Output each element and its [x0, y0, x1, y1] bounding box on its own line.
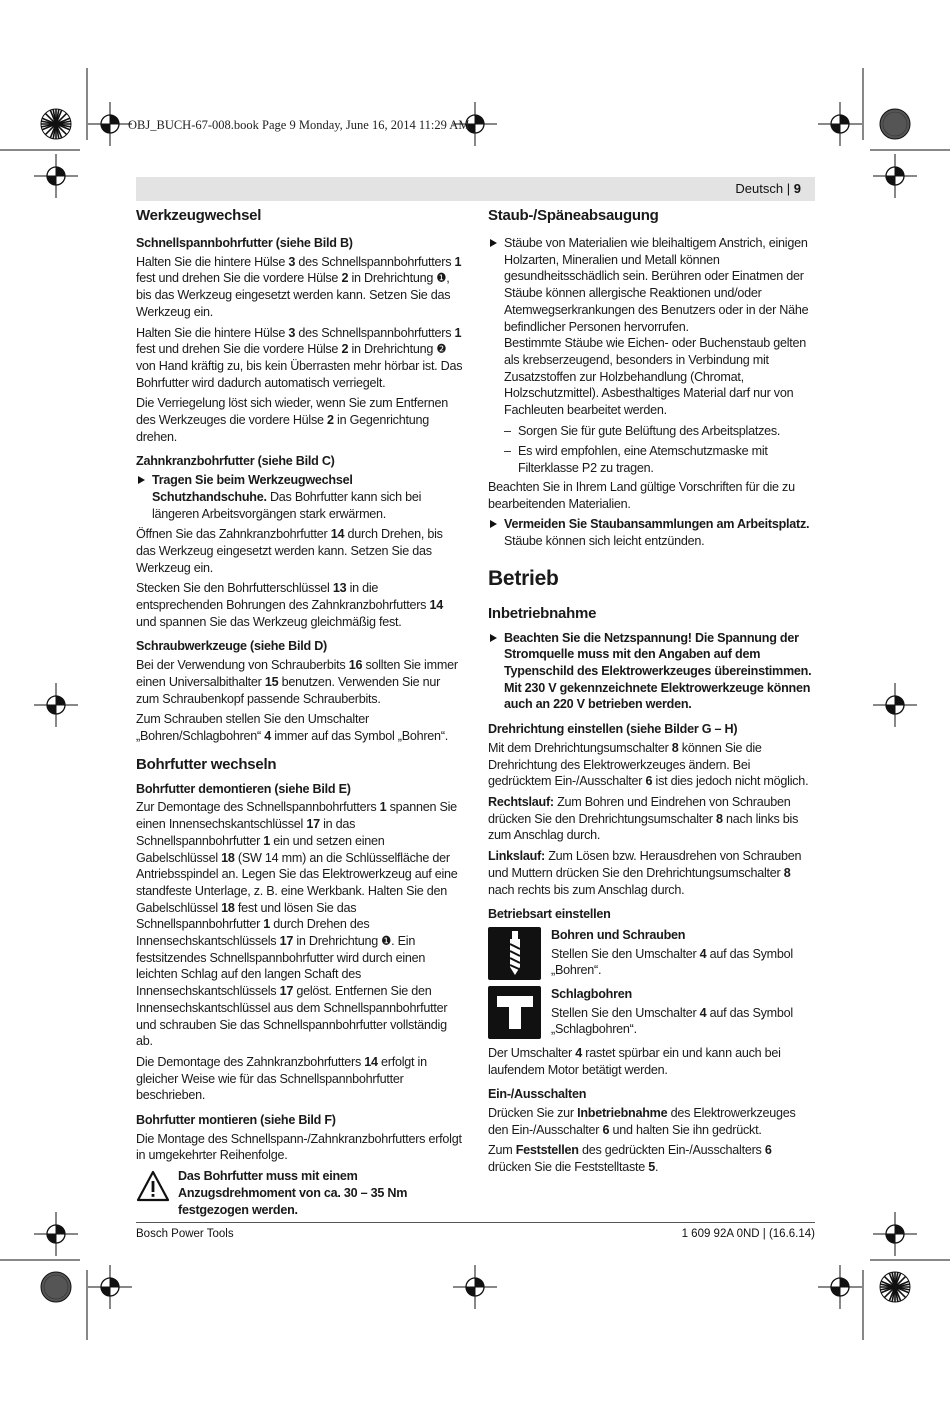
heading-bohrfutter-wechseln: Bohrfutter wechseln — [136, 755, 277, 773]
header-page-number: 9 — [793, 181, 801, 196]
drill-bit-icon — [488, 927, 541, 980]
heading-schraubwerkzeuge: Schraubwerkzeuge (siehe Bild D) — [136, 639, 328, 654]
paragraph: Die Verriegelung löst sich wieder, wenn Sie zum Entfernen des Werkzeuges die vordere Hülse 2 in Gegenrichtung drehen. — [136, 396, 448, 444]
page-header-bar — [136, 177, 815, 201]
print-slug: OBJ_BUCH-67-008.book Page 9 Monday, June 16, 2014 11:29 AM — [128, 118, 470, 132]
header-language: Deutsch — [735, 181, 784, 196]
paragraph: Zum Feststellen des gedrückten Ein-/Ausschalters 6 drücken Sie die Feststelltaste 5. — [488, 1143, 772, 1175]
heading-zahnkranzbohrfutter: Zahnkranzbohrfutter (siehe Bild C) — [136, 454, 335, 469]
mode-bohren — [488, 927, 816, 980]
mode-title: Bohren und Schrauben — [551, 927, 686, 942]
warning-triangle-icon — [136, 1170, 170, 1202]
bullet-item: Tragen Sie beim Werkzeugwechsel Schutzhandschuhe. Das Bohrfutter kann sich bei längeren Arbeitsvorgängen stark erwärmen. — [136, 472, 464, 522]
bullet-continuation: Bestimmte Stäube wie Eichen- oder Buchenstaub gelten als krebserzeugend, besonders in Verbindung mit Zusatzstoffen zur Holzbehandlung (Chromat, Holzschutzmittel). Asbesthaltiges Material darf nur von Fachleuten bearbeitet werden. — [504, 336, 807, 418]
right-column — [488, 206, 816, 1180]
header-separator: | — [786, 181, 791, 196]
dash-item: – Es wird empfohlen, eine Atemschutzmaske mit Filterklasse P2 zu tragen. — [488, 443, 816, 476]
bullet-item: Vermeiden Sie Staubansammlungen am Arbeitsplatz. Stäube können sich leicht entzünden. — [488, 516, 816, 549]
paragraph: Drücken Sie zur Inbetriebnahme des Elektrowerkzeuges den Ein-/Ausschalter 6 und halten Sie ihn gedrückt. — [488, 1106, 796, 1137]
paragraph: Halten Sie die hintere Hülse 3 des Schnellspannbohrfutters 1 fest und drehen Sie die vordere Hülse 2 in Drehrichtung ❷ von Hand kräftig zu, bis kein Überrasten mehr hörbar ist. Das Bohrfutter wird dadurch automatisch verriegelt. — [136, 325, 463, 390]
footer-doc-number: 1 609 92A 0ND | (16.6.14) — [681, 1228, 815, 1240]
left-column — [136, 206, 464, 1218]
bullet-item: Stäube von Materialien wie bleihaltigem Anstrich, einigen Holzarten, Mineralien und Metall können gesundheitsschädlich sein. Berühren oder Einatmen der Stäube können allergische Reaktionen und/oder Atemwegserkrankungen des Benutzers oder in der Nähe befindlicher Personen hervorrufen. — [488, 235, 816, 335]
warning-text: Das Bohrfutter muss mit einem Anzugsdrehmoment von ca. 30 – 35 Nm festgezogen werden. — [178, 1169, 408, 1217]
mode-text: Stellen Sie den Umschalter 4 auf das Symbol „Schlagbohren“. — [551, 1005, 793, 1037]
heading-ein-ausschalten: Ein-/Ausschalten — [488, 1087, 587, 1102]
paragraph: Die Demontage des Zahnkranzbohrfutters 14 erfolgt in gleicher Weise wie für das Schnellspannbohrfutter beschrieben. — [136, 1054, 427, 1103]
heading-inbetriebnahme: Inbetriebnahme — [488, 604, 597, 622]
heading-werkzeugwechsel: Werkzeugwechsel — [136, 207, 262, 224]
mode-description — [551, 986, 816, 1038]
heading-drehrichtung: Drehrichtung einstellen (siehe Bilder G – H) — [488, 722, 738, 737]
heading-schnellspannbohrfutter: Schnellspannbohrfutter (siehe Bild B) — [136, 236, 353, 250]
mode-title: Schlagbohren — [551, 986, 632, 1001]
heading-bohrfutter-demontieren: Bohrfutter demontieren (siehe Bild E) — [136, 781, 351, 796]
paragraph: Öffnen Sie das Zahnkranzbohrfutter 14 durch Drehen, bis das Werkzeug eingesetzt werden kann. Setzen Sie das Werkzeug ein. — [136, 527, 443, 575]
paragraph: Linkslauf: Zum Lösen bzw. Herausdrehen von Schrauben und Muttern drücken Sie den Drehrichtungsumschalter 8 nach rechts bis zum Anschlag durch. — [488, 849, 802, 897]
dash-item: – Sorgen Sie für gute Belüftung des Arbeitsplatzes. — [488, 423, 816, 440]
page-header-label — [735, 181, 801, 196]
paragraph: Der Umschalter 4 rastet spürbar ein und kann auch bei laufendem Motor betätigt werden. — [488, 1045, 781, 1077]
paragraph: Stecken Sie den Bohrfutterschlüssel 13 in die entsprechenden Bohrungen des Zahnkranzbohrfutters 14 und spannen Sie das Werkzeug gleichmäßig fest. — [136, 581, 443, 629]
hammer-drill-icon — [488, 986, 541, 1039]
paragraph: Die Montage des Schnellspann-/Zahnkranzbohrfutters erfolgt in umgekehrter Reihenfolge. — [136, 1131, 462, 1163]
paragraph: Halten Sie die hintere Hülse 3 des Schnellspannbohrfutters 1 fest und drehen Sie die vordere Hülse 2 in Drehrichtung ❶, bis das Werkzeug eingesetzt werden kann. Setzen Sie das Werkzeug ein. — [136, 254, 462, 319]
paragraph: Beachten Sie in Ihrem Land gültige Vorschriften für die zu bearbeitenden Materialien. — [488, 479, 795, 511]
heading-betrieb: Betrieb — [488, 566, 559, 590]
heading-betriebsart: Betriebsart einstellen — [488, 907, 611, 922]
paragraph: Bei der Verwendung von Schrauberbits 16 sollten Sie immer einen Universalbithalter 15 benutzen. Verwenden Sie nur zum Schraubenkopf passende Schrauberbits. — [136, 658, 458, 706]
heading-bohrfutter-montieren: Bohrfutter montieren (siehe Bild F) — [136, 1113, 336, 1128]
footer-rule — [136, 1222, 815, 1223]
paragraph: Rechtslauf: Zum Bohren und Eindrehen von Schrauben drücken Sie den Drehrichtungsumschalter 8 nach links bis zum Anschlag durch. — [488, 794, 799, 843]
footer-brand: Bosch Power Tools — [136, 1228, 234, 1240]
mode-text: Stellen Sie den Umschalter 4 auf das Symbol „Bohren“. — [551, 946, 793, 978]
paragraph: Zur Demontage des Schnellspannbohrfutters 1 spannen Sie einen Innensechskantschlüssel 17 in das Schnellspannbohrfutter 1 ein und setzen einen Gabelschlüssel 18 (SW 14 mm) an die Schlüsselfläche der Antriebsspindel an. Legen Sie das Elektrowerkzeug auf eine standfeste Unterlage, z. B. eine Werkbank. Halten Sie den Gabelschlüssel 18 fest und lösen Sie das Schnellspannbohrfutter 1 durch Drehen des Innensechskantschlüssels 17 in Drehrichtung ❶. Ein festsitzendes Schnellspannbohrfutter wird durch einen leichten Schlag auf den langen Schaft des Innensechskantschlüssels 17 gelöst. Entfernen Sie den Innensechskantschlüssel aus dem Schnellspannbohrfutter und schrauben Sie das Schnellspannbohrfutter vollständig ab. — [136, 800, 458, 1049]
heading-staub-spaneabsaugung: Staub-/Späneabsaugung — [488, 207, 659, 224]
mode-description — [551, 927, 816, 979]
bullet-item: Beachten Sie die Netzspannung! Die Spannung der Stromquelle muss mit den Angaben auf dem Typenschild des Elektrowerkzeuges übereinstimmen. Mit 230 V gekennzeichnete Elektrowerkzeuge können auch an 220 V betrieben werden. — [488, 630, 816, 714]
mode-schlagbohren — [488, 986, 816, 1039]
paragraph: Mit dem Drehrichtungsumschalter 8 können Sie die Drehrichtung des Elektrowerkzeuges ändern. Bei gedrücktem Ein-/Ausschalter 6 ist dies jedoch nicht möglich. — [488, 740, 809, 789]
paragraph: Zum Schrauben stellen Sie den Umschalter „Bohren/Schlagbohren“ 4 immer auf das Symbol „Bohren“. — [136, 712, 449, 743]
warning-notice — [136, 1168, 464, 1218]
